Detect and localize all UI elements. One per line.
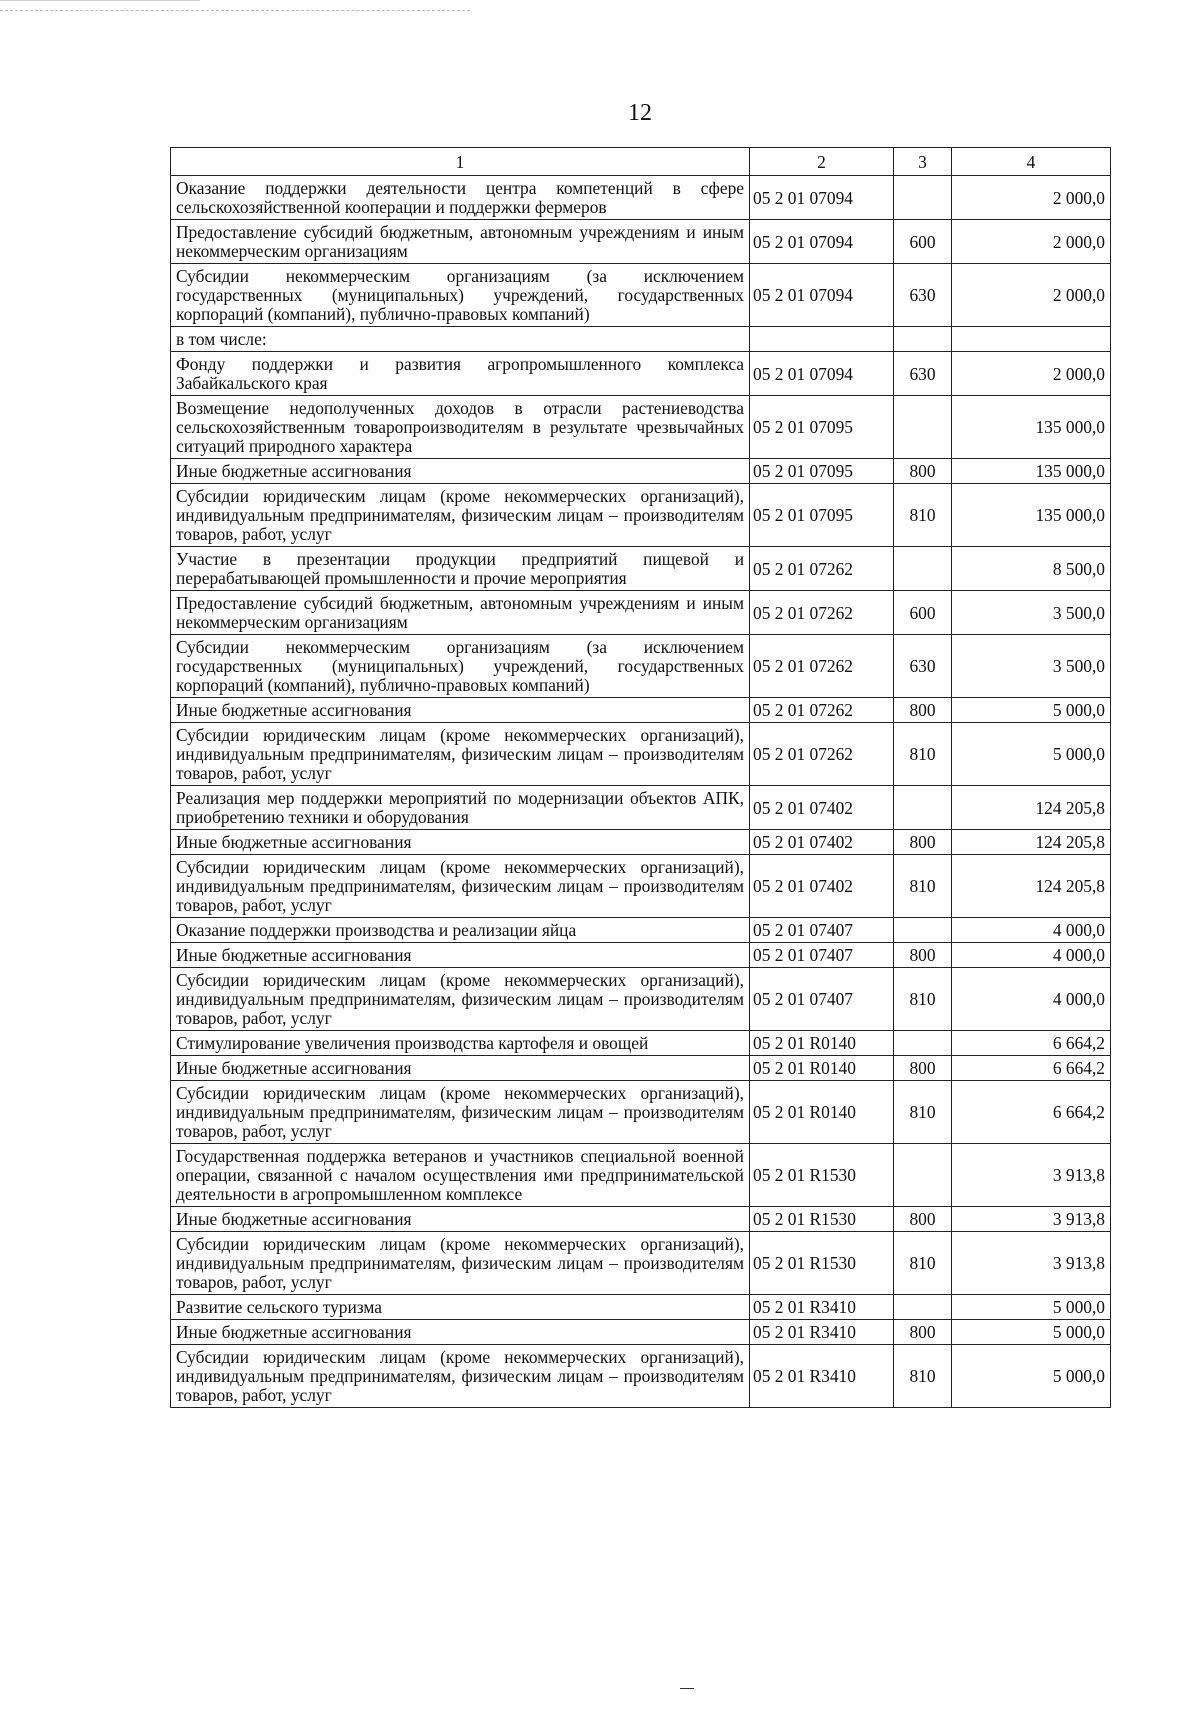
row-amount-cell: 6 664,2	[952, 1031, 1111, 1056]
row-type-cell	[894, 176, 952, 220]
row-amount-cell: 5 000,0	[952, 1320, 1111, 1345]
row-name-cell: в том числе:	[171, 327, 750, 352]
row-code-cell: 05 2 01 R0140	[750, 1031, 894, 1056]
row-name-cell: Субсидии юридическим лицам (кроме некоммерческих организаций), индивидуальным предпринимателям, физическим лицам – производителям товаров, работ, услуг	[171, 855, 750, 918]
row-name-cell: Иные бюджетные ассигнования	[171, 830, 750, 855]
row-code-cell: 05 2 01 07402	[750, 830, 894, 855]
table-row	[171, 396, 1111, 459]
scan-artifact-dashes	[0, 10, 470, 11]
row-name-cell: Иные бюджетные ассигнования	[171, 698, 750, 723]
table-row	[171, 830, 1111, 855]
row-code-cell: 05 2 01 07094	[750, 352, 894, 396]
table-row	[171, 327, 1111, 352]
column-header-type: 3	[894, 148, 952, 176]
row-name-cell: Развитие сельского туризма	[171, 1295, 750, 1320]
row-code-cell: 05 2 01 R1530	[750, 1207, 894, 1232]
row-code-cell: 05 2 01 R0140	[750, 1056, 894, 1081]
row-code-cell: 05 2 01 07262	[750, 698, 894, 723]
row-name-cell: Субсидии юридическим лицам (кроме некоммерческих организаций), индивидуальным предпринимателям, физическим лицам – производителям товаров, работ, услуг	[171, 723, 750, 786]
row-amount-cell: 5 000,0	[952, 723, 1111, 786]
table-row	[171, 635, 1111, 698]
column-header-code: 2	[750, 148, 894, 176]
row-amount-cell: 5 000,0	[952, 1345, 1111, 1408]
row-name-cell: Предоставление субсидий бюджетным, автономным учреждениям и иным некоммерческим организациям	[171, 591, 750, 635]
table-row	[171, 1232, 1111, 1295]
row-code-cell: 05 2 01 07407	[750, 968, 894, 1031]
row-type-cell: 810	[894, 968, 952, 1031]
row-type-cell: 600	[894, 591, 952, 635]
row-type-cell	[894, 1144, 952, 1207]
table-header-row	[171, 148, 1111, 176]
row-type-cell: 810	[894, 1345, 952, 1408]
row-type-cell: 800	[894, 459, 952, 484]
row-type-cell: 800	[894, 698, 952, 723]
row-amount-cell: 135 000,0	[952, 396, 1111, 459]
budget-table	[170, 147, 1111, 1408]
row-code-cell: 05 2 01 R3410	[750, 1320, 894, 1345]
row-amount-cell: 3 500,0	[952, 635, 1111, 698]
table-row	[171, 220, 1111, 264]
row-code-cell: 05 2 01 07407	[750, 918, 894, 943]
row-code-cell: 05 2 01 07095	[750, 459, 894, 484]
row-type-cell: 630	[894, 352, 952, 396]
row-code-cell: 05 2 01 07094	[750, 220, 894, 264]
row-type-cell: 800	[894, 943, 952, 968]
row-code-cell: 05 2 01 R3410	[750, 1295, 894, 1320]
row-code-cell	[750, 327, 894, 352]
row-type-cell	[894, 1295, 952, 1320]
row-amount-cell: 124 205,8	[952, 830, 1111, 855]
table-row	[171, 484, 1111, 547]
table-row	[171, 1144, 1111, 1207]
row-type-cell: 810	[894, 1081, 952, 1144]
row-name-cell: Иные бюджетные ассигнования	[171, 1320, 750, 1345]
row-amount-cell: 124 205,8	[952, 855, 1111, 918]
row-amount-cell: 124 205,8	[952, 786, 1111, 830]
row-type-cell	[894, 918, 952, 943]
row-code-cell: 05 2 01 07262	[750, 723, 894, 786]
row-amount-cell: 4 000,0	[952, 968, 1111, 1031]
row-type-cell: 810	[894, 1232, 952, 1295]
column-header-amount: 4	[952, 148, 1111, 176]
row-amount-cell: 2 000,0	[952, 352, 1111, 396]
row-name-cell: Иные бюджетные ассигнования	[171, 1207, 750, 1232]
row-code-cell: 05 2 01 07402	[750, 786, 894, 830]
table-row	[171, 1056, 1111, 1081]
row-name-cell: Возмещение недополученных доходов в отрасли растениеводства сельскохозяйственным товаропроизводителям в результате чрезвычайных ситуаций природного характера	[171, 396, 750, 459]
row-name-cell: Субсидии некоммерческим организациям (за исключением государственных (муниципальных) учреждений, государственных корпораций (компаний), публично-правовых компаний)	[171, 264, 750, 327]
row-amount-cell: 3 913,8	[952, 1232, 1111, 1295]
row-name-cell: Оказание поддержки деятельности центра компетенций в сфере сельскохозяйственной кооперации и поддержки фермеров	[171, 176, 750, 220]
table-row	[171, 723, 1111, 786]
table-row	[171, 547, 1111, 591]
row-code-cell: 05 2 01 07094	[750, 176, 894, 220]
row-amount-cell: 8 500,0	[952, 547, 1111, 591]
row-type-cell: 630	[894, 635, 952, 698]
row-name-cell: Иные бюджетные ассигнования	[171, 1056, 750, 1081]
table-row	[171, 352, 1111, 396]
row-type-cell: 810	[894, 855, 952, 918]
row-name-cell: Оказание поддержки производства и реализации яйца	[171, 918, 750, 943]
row-code-cell: 05 2 01 R0140	[750, 1081, 894, 1144]
row-code-cell: 05 2 01 R1530	[750, 1232, 894, 1295]
table-row	[171, 176, 1111, 220]
row-type-cell: 810	[894, 723, 952, 786]
bottom-dash-mark	[680, 1688, 694, 1689]
row-amount-cell: 6 664,2	[952, 1056, 1111, 1081]
row-name-cell: Участие в презентации продукции предприятий пищевой и перерабатывающей промышленности и прочие мероприятия	[171, 547, 750, 591]
row-amount-cell: 4 000,0	[952, 943, 1111, 968]
row-type-cell	[894, 786, 952, 830]
row-type-cell: 630	[894, 264, 952, 327]
row-amount-cell: 6 664,2	[952, 1081, 1111, 1144]
row-amount-cell: 2 000,0	[952, 220, 1111, 264]
table-row	[171, 943, 1111, 968]
table-row	[171, 264, 1111, 327]
table-row	[171, 918, 1111, 943]
row-amount-cell	[952, 327, 1111, 352]
row-name-cell: Иные бюджетные ассигнования	[171, 459, 750, 484]
row-name-cell: Субсидии юридическим лицам (кроме некоммерческих организаций), индивидуальным предпринимателям, физическим лицам – производителям товаров, работ, услуг	[171, 1232, 750, 1295]
table-row	[171, 591, 1111, 635]
row-type-cell: 600	[894, 220, 952, 264]
budget-table-body	[171, 148, 1111, 1408]
row-name-cell: Иные бюджетные ассигнования	[171, 943, 750, 968]
row-code-cell: 05 2 01 07262	[750, 547, 894, 591]
table-row	[171, 1207, 1111, 1232]
row-amount-cell: 135 000,0	[952, 459, 1111, 484]
row-type-cell: 800	[894, 830, 952, 855]
scan-artifact-line	[0, 0, 200, 1]
table-row	[171, 1031, 1111, 1056]
page-number: 12	[628, 100, 652, 126]
row-type-cell: 800	[894, 1207, 952, 1232]
row-amount-cell: 5 000,0	[952, 1295, 1111, 1320]
row-code-cell: 05 2 01 07095	[750, 396, 894, 459]
row-amount-cell: 4 000,0	[952, 918, 1111, 943]
row-code-cell: 05 2 01 07262	[750, 591, 894, 635]
row-amount-cell: 2 000,0	[952, 176, 1111, 220]
row-name-cell: Субсидии юридическим лицам (кроме некоммерческих организаций), индивидуальным предпринимателям, физическим лицам – производителям товаров, работ, услуг	[171, 1345, 750, 1408]
row-type-cell: 800	[894, 1056, 952, 1081]
table-row	[171, 1345, 1111, 1408]
row-amount-cell: 5 000,0	[952, 698, 1111, 723]
table-row	[171, 459, 1111, 484]
row-amount-cell: 3 500,0	[952, 591, 1111, 635]
row-name-cell: Субсидии юридическим лицам (кроме некоммерческих организаций), индивидуальным предпринимателям, физическим лицам – производителям товаров, работ, услуг	[171, 1081, 750, 1144]
row-code-cell: 05 2 01 07402	[750, 855, 894, 918]
row-name-cell: Государственная поддержка ветеранов и участников специальной военной операции, связанной с началом осуществления ими предпринимательской деятельности в агропромышленном комплексе	[171, 1144, 750, 1207]
row-type-cell	[894, 327, 952, 352]
row-name-cell: Субсидии некоммерческим организациям (за исключением государственных (муниципальных) учреждений, государственных корпораций (компаний), публично-правовых компаний)	[171, 635, 750, 698]
row-type-cell: 800	[894, 1320, 952, 1345]
row-name-cell: Субсидии юридическим лицам (кроме некоммерческих организаций), индивидуальным предпринимателям, физическим лицам – производителям товаров, работ, услуг	[171, 968, 750, 1031]
table-row	[171, 855, 1111, 918]
row-code-cell: 05 2 01 07094	[750, 264, 894, 327]
row-code-cell: 05 2 01 07262	[750, 635, 894, 698]
row-name-cell: Реализация мер поддержки мероприятий по модернизации объектов АПК, приобретению техники и оборудования	[171, 786, 750, 830]
table-row	[171, 698, 1111, 723]
row-amount-cell: 2 000,0	[952, 264, 1111, 327]
row-type-cell	[894, 547, 952, 591]
row-amount-cell: 135 000,0	[952, 484, 1111, 547]
row-name-cell: Предоставление субсидий бюджетным, автономным учреждениям и иным некоммерческим организациям	[171, 220, 750, 264]
row-type-cell: 810	[894, 484, 952, 547]
row-code-cell: 05 2 01 R3410	[750, 1345, 894, 1408]
row-name-cell: Стимулирование увеличения производства картофеля и овощей	[171, 1031, 750, 1056]
row-code-cell: 05 2 01 07407	[750, 943, 894, 968]
row-code-cell: 05 2 01 R1530	[750, 1144, 894, 1207]
row-name-cell: Субсидии юридическим лицам (кроме некоммерческих организаций), индивидуальным предпринимателям, физическим лицам – производителям товаров, работ, услуг	[171, 484, 750, 547]
table-row	[171, 1081, 1111, 1144]
row-type-cell	[894, 1031, 952, 1056]
table-row	[171, 1295, 1111, 1320]
column-header-name: 1	[171, 148, 750, 176]
row-amount-cell: 3 913,8	[952, 1207, 1111, 1232]
row-name-cell: Фонду поддержки и развития агропромышленного комплекса Забайкальского края	[171, 352, 750, 396]
table-row	[171, 786, 1111, 830]
row-amount-cell: 3 913,8	[952, 1144, 1111, 1207]
row-type-cell	[894, 396, 952, 459]
row-code-cell: 05 2 01 07095	[750, 484, 894, 547]
table-row	[171, 1320, 1111, 1345]
table-row	[171, 968, 1111, 1031]
